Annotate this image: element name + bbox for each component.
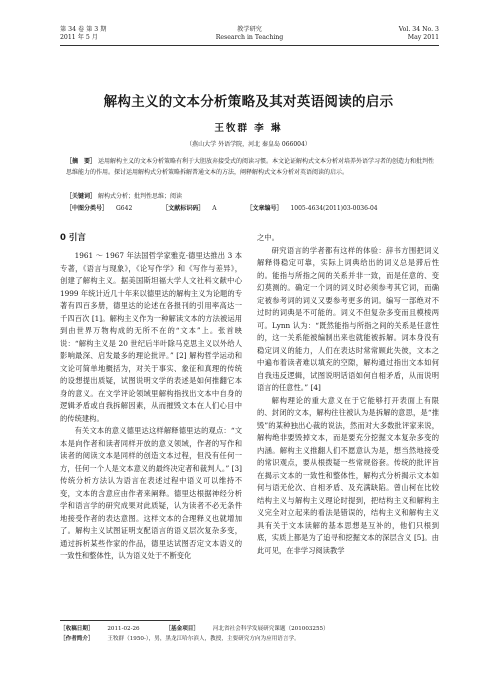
- fund-label: ［基金项目］: [165, 626, 199, 632]
- body-column-right: [257, 232, 439, 557]
- section-heading-introduction: 0 引言: [60, 233, 86, 243]
- journal-name: [60, 26, 439, 42]
- abstract: [66, 157, 437, 178]
- header-rule: [60, 45, 439, 46]
- journal-name-en: Research in Teaching: [215, 34, 284, 41]
- volume-issue-en: Vol. 34 No. 3: [398, 26, 439, 33]
- body-paragraph: 解构理论的重大意义在于它能够打开表面上有限的、封闭的文本，解构往往被认为是拆解的意思，是“推毁”的某种独出心裁的说法，然而对大多数批评家来说，解构绝非要毁掉文本，而是要充分挖掘文本复杂多变的内涵。解构主义推翻人们不愿意认为是，想当然地接受的常识观点，要从根拨疑一些常规俗套。传统的批评旨在揭示文本的一致性和整体性，解构式分析揭示文本如何与语无伦次、自相矛盾、及充满缺陷。曾山柯在比较结构主义与解构主义理论时提到，把结构主义和解构主义完全对立起来的看法是错误的，结构主义和解构主义具有关于文本读解的基本思想是互补的，他们只根到底，实质上都是为了追寻和挖掘文本的深层含义 [5]。由此可见，在非学习阅读教学: [257, 395, 439, 555]
- author-bio-value: 王牧群（1950-），男，黑龙江哈尔滨人，教授，主要研究方向为应用语言学。: [107, 636, 300, 642]
- body-paragraph-continued: 之中。: [257, 233, 279, 242]
- received-date-label: ［收稿日期］: [60, 626, 94, 632]
- footnote-rule: [60, 620, 180, 621]
- clc-value: G642: [116, 205, 133, 212]
- keywords-label: ［关键词］: [66, 193, 97, 200]
- article-title: 解构主义的文本分析策略及其对英语阅读的启示: [103, 94, 394, 110]
- article-id-value: 1005-4634(2011)03-0036-04: [290, 205, 378, 212]
- body-paragraph: 研究语言的学者都有这样的体验：辞书方围把词义解释得稳定可靠，实际上词典给出的词义总是滞后性的。能指与所指之间的关系并非一致，而是任意的、变幻莫测的。确定一个词的词义时必须参考其它词，而确定被参考词的词义又要参考更多的词。编写一部绝对不过时的词典是不可能的。词义不但复杂多变而且模棱两可。Lynn 认为：“既然能指与所指之间的关系是任意性的，这一关系能被编制出来也就能被拆解。词本身没有稳定词义的能力，人们在表达时常常顾此失彼，文本之中遍布着读者难以填充的空隙，解构通过指出文本如何自我违反逻辑，试图说明话语如何自相矛盾，从而说明语言的任意性。” [4]: [257, 245, 439, 392]
- keywords: [66, 191, 437, 200]
- body-column-left: [60, 232, 242, 563]
- received-date-value: 2011-02-26: [107, 626, 140, 632]
- publication-date-en: May 2011: [407, 34, 439, 41]
- abstract-text: 运用解构主义的文本分析策略有利于大胆放弃接受式的阅读习惯。本文论证解构式文本分析对培养外语学习者的创造力和批判性思维能力的作用。探讨运用解构式分析策略拆解普通文本的方法，阐释解构式文本分析对英语阅读的启示。: [66, 158, 434, 176]
- author-bio-label: ［作者简介］: [60, 636, 94, 642]
- article-id-label: ［文章编号］: [246, 205, 283, 212]
- body-paragraph: 有关文本的意义德里达这样解释德里达的观点：“文本是向作者和读者同样开放的意义领域，作者的写作和读者的阅读文本是同样的创造文本过程，但没有任何一方，任何一个人是文本意义的最终决定者和裁判人。” [3] 传统分析方法认为语言在表述过程中语义可以维持不变，文本的含意应由作者来阐释。德里达根据神经分析学和语言学的研究成果对此质疑，认为读者不必无条件地接受作者的表达意图。这样文本的合理释义也就增加了。解构主义试图证明支配语言的语义层次复杂多变，通过拆析某些作家的作品，德里达试图否定文本语义的一致性和整体性，认为语义处于不断变化: [60, 426, 242, 560]
- running-head: [60, 26, 439, 50]
- publication-date: 2011 年 5 月: [60, 34, 98, 41]
- footnotes: [60, 624, 439, 644]
- fund-value: 河北省社会科学发展研究课题（201003255）: [212, 626, 329, 632]
- affiliation: （燕山大学 外语学院，河北 秦皇岛 066004）: [186, 141, 311, 148]
- doc-code-value: A: [212, 205, 217, 212]
- classification-line: [66, 203, 437, 212]
- abstract-label: ［摘 要］: [66, 158, 97, 165]
- authors: 王牧群 李 琳: [214, 123, 283, 134]
- footnote-received-fund: [60, 624, 439, 634]
- journal-name-cn: 教学研究: [237, 26, 262, 33]
- body-paragraph: 1961 ～ 1967 年法国哲学家雅克·德里达推出 3 本专著，《语言与现象》，《论写作学》和《写作与差异》，创建了解构主义。据美国斯坦福大学人文社科文献中心 1999 年统计近几十年来以德里达的解构主义为论题的专著有四百多册，德里达的论述在各报刊的引用率高达一千四百次 [1]。解构主义作为一种解读文本的方法被运用到由世界万物构成的无所不在的“文本”上。张首映说：“解构主义是 20 世纪后半叶除马克思主义以外给人影响最深、启发最多的理论批评。” [2] 解构哲学运动和文论可简单地概括为，对关于事实、象征和真理的传统的设想提出质疑，试图说明文学的表述是如何推翻它本身的意义。在文学评论领域里解构指找出文本中自身的逻辑矛盾或自我拆解因素，从而摧毁文本在人们心目中的传统建构。: [60, 251, 242, 423]
- footnote-author-bio: [60, 634, 439, 644]
- doc-code-label: ［文献标识码］: [162, 205, 205, 212]
- keywords-text: 解构式分析；批判性思维；阅读: [97, 193, 182, 200]
- clc-label: ［中图分类号］: [66, 205, 109, 212]
- journal-volume-info-en: [399, 26, 439, 42]
- volume-issue: 第 34 卷 第 3 期: [60, 26, 107, 33]
